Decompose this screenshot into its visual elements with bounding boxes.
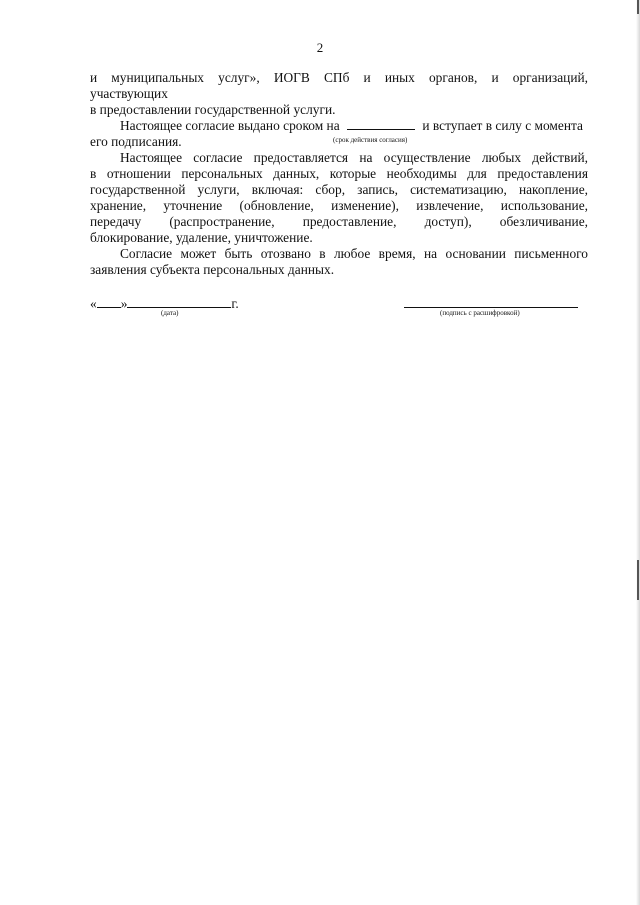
- para3-last-line: блокирование, удаление, уничтожение.: [90, 230, 313, 245]
- scan-edge-mark: [637, 0, 639, 14]
- para4-line1: Согласие может быть отозвано в любое время, на основании письменного: [120, 246, 588, 261]
- para2-line2: его подписания.: [90, 134, 182, 149]
- para3-line5: передачу (распространение, предоставление, доступ), обезличивание,: [90, 214, 588, 229]
- signature-caption: (подпись с расшифровкой): [440, 309, 520, 317]
- term-blank-field[interactable]: [347, 129, 415, 130]
- date-caption: (дата): [161, 309, 179, 317]
- para1-line1: и муниципальных услуг», ИОГВ СПб и иных органов, и организаций,: [90, 70, 588, 85]
- para3-line1: Настоящее согласие предоставляется на осуществление любых действий,: [120, 150, 588, 165]
- para3-line2: в отношении персональных данных, которые необходимы для предоставления: [90, 166, 588, 181]
- page-number: 2: [316, 40, 324, 55]
- day-blank-field[interactable]: [97, 307, 121, 308]
- consent-term-label: Настоящее согласие выдано сроком на: [120, 118, 340, 133]
- para1-line2: участвующих: [90, 86, 168, 101]
- scan-edge-mark: [637, 560, 639, 600]
- consent-term-tail: и вступает в силу с момента: [422, 118, 583, 133]
- signature-line[interactable]: [404, 307, 578, 308]
- para3-line4: хранение, уточнение (обновление, изменение), извлечение, использование,: [90, 198, 588, 213]
- year-suffix: г.: [231, 296, 239, 311]
- consent-term-line: [120, 118, 583, 134]
- date-close-quote: »: [120, 296, 128, 311]
- para3-line3: государственной услуги, включая: сбор, запись, систематизацию, накопление,: [90, 182, 588, 197]
- para4-line2: заявления субъекта персональных данных.: [90, 262, 335, 277]
- date-open-quote: «: [90, 296, 97, 311]
- scan-edge: [636, 0, 640, 905]
- term-blank-caption: (срок действия согласия): [333, 136, 408, 144]
- month-blank-field[interactable]: [127, 307, 231, 308]
- para1-line3: в предоставлении государственной услуги.: [90, 102, 336, 117]
